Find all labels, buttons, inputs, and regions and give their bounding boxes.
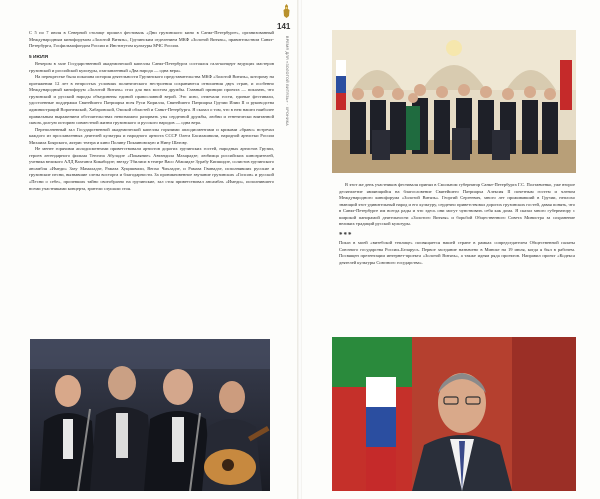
right-paragraph-2: Показ в моей «витебской теплице» посвящается нашей стране в рамках сопредседателем Общественной палаты Союзного государства России–Беларусь. Первое заседание назначено в Минске на 19 июля, когда я был в рабочем. Посвящен презентации интернет-проекта «Золотой Витязь», а также идеям ряда проектов. Направил проект «Кодекса деятелей культуры Союзного государства». bbox=[339, 240, 575, 266]
photo-portrait bbox=[332, 337, 576, 491]
left-text-column bbox=[29, 30, 274, 192]
left-page bbox=[0, 0, 298, 499]
intro-paragraph: С 5 по 7 июля в Северной столице прошел фестиваль «Дни грузинского кино в Санкт-Петербурге», организованный Международным кинофорумом «Золотой Витязь», Грузинским отделением МКФ «Золотой Витязь», правительством Санкт-Петербурга, Госфильмофондом России и Институтом культуры МЧС России. bbox=[29, 30, 274, 49]
right-page bbox=[302, 0, 600, 499]
section-separator: *** bbox=[339, 230, 353, 239]
photo-group-smolny bbox=[332, 30, 576, 173]
running-head-left: ВРЕМЯ ДЛЯ «ЗОЛОТОЙ ВИТЯЗЬ» · ХРОНИКА bbox=[285, 36, 289, 127]
paragraph-1: Вечером в зале Государственной академической капеллы Санкт-Петербурга состоялся гала-концерт ведущих мастеров грузинской и российской культуры, озаглавленный «Два народа — одна вера». bbox=[29, 61, 274, 73]
date-heading: 5 ИЮЛЯ bbox=[29, 54, 49, 60]
gold-knight-emblem-icon bbox=[283, 4, 290, 18]
paragraph-3: Переполненный зал Государственной академической капеллы горячими аплодисментами и криками «браво» встречал каждого из прославленных деятелей культуры и народного артиста СССР Олега Басилашвили, народной артистки России Михаила Боярского, актрис театра и кино Полину Покаиновскую и Нину Шатову. bbox=[29, 126, 274, 145]
photo-singers bbox=[30, 339, 270, 491]
paragraph-2: На перекрестке была показана история деятельности Грузинского представительства МКФ «Золотой Витязь», которому на протяжении 12 лет в непростых условиях политического нестроения сохраняются отношения двух стран, и особенно Международный кинофорум «Золотой Витязь» стал для них мостом дружбы. Главный принцип проекта — показать, что грузинский и русский народы объединены единой православной верой. Это ясно, отмечали гости, единые фестивали, удостоенные поддержки Святейшего Патриарха всея Руси Кирилла, Святейшего Патриарха Грузии Илии II и руководства администраций Воронежской, Хабаровской, Омской областей и Санкт-Петербурга. Я сказал о том, что в нем нашел наиболее правильным выражением обстоятельствах невозможно разорвать узы сердечной дружбы, любви и генетически впитанной сквозь долгую историю совместной жизни грузинского и русского народов — одна вера. bbox=[29, 74, 274, 126]
paragraph-4: Не менее горячими аплодисментами приветствовали артистов дорогих грузинских гостей, народных артистов Грузии, героев легендарного фильма Тенгиза Абуладзе «Покаяние» Автандила Махарадзе; любимца российских кинозрителей, ученика великого АЛД Вахтанга Кикабидзе; звезду Тбилиси в театре Васо Абашидзе Зурабу Кипшидзе, солистов грузинского ансамбля «Имеди» Зазу Мамаладзе, Рамаза Хуцишвили, Вепхо Чихладзе, и Рамаза Гвинадзе, исполнявших русские и грузинские песни, вызвавшие слезы восторга и благодарности. За проникновенное звучание грузинских «Гопсов» и русской «Песни о себе», пропевших тайно своеобразно на грузинские, зал стоя приветствовал ансамбль «Имеди», исполнившего всеми участниками концерта, зрители слушали стоя. bbox=[29, 146, 274, 191]
right-paragraph-1: В этот же день участников фестиваля принял в Смольном губернатор Санкт-Петербурга Г.С. Полтавченко, уже второе десятилетие являющийся на благословение Святейшего Патриарха Алексия II почетным гостем и членом Международного кинофорума «Золотой Витязь». Георгий Сергеевич, много лет проживавший в Грузии, неплохо знающий этот удивительный народ и его культуру, сердечно приветствовал дорогих грузинских гостей, давая понять, что в Санкт-Петербурге им всегда рады и что здесь они могут чувствовать себя как дома. Я сказал много губернатору с широкой панорамой деятельности «Золотого Витязя» и борьбой Общественного Совета Министра за сохранение великих традиций русской культуры. bbox=[339, 182, 575, 227]
right-text-column bbox=[339, 182, 575, 267]
left-page-number: 141 bbox=[277, 22, 291, 31]
